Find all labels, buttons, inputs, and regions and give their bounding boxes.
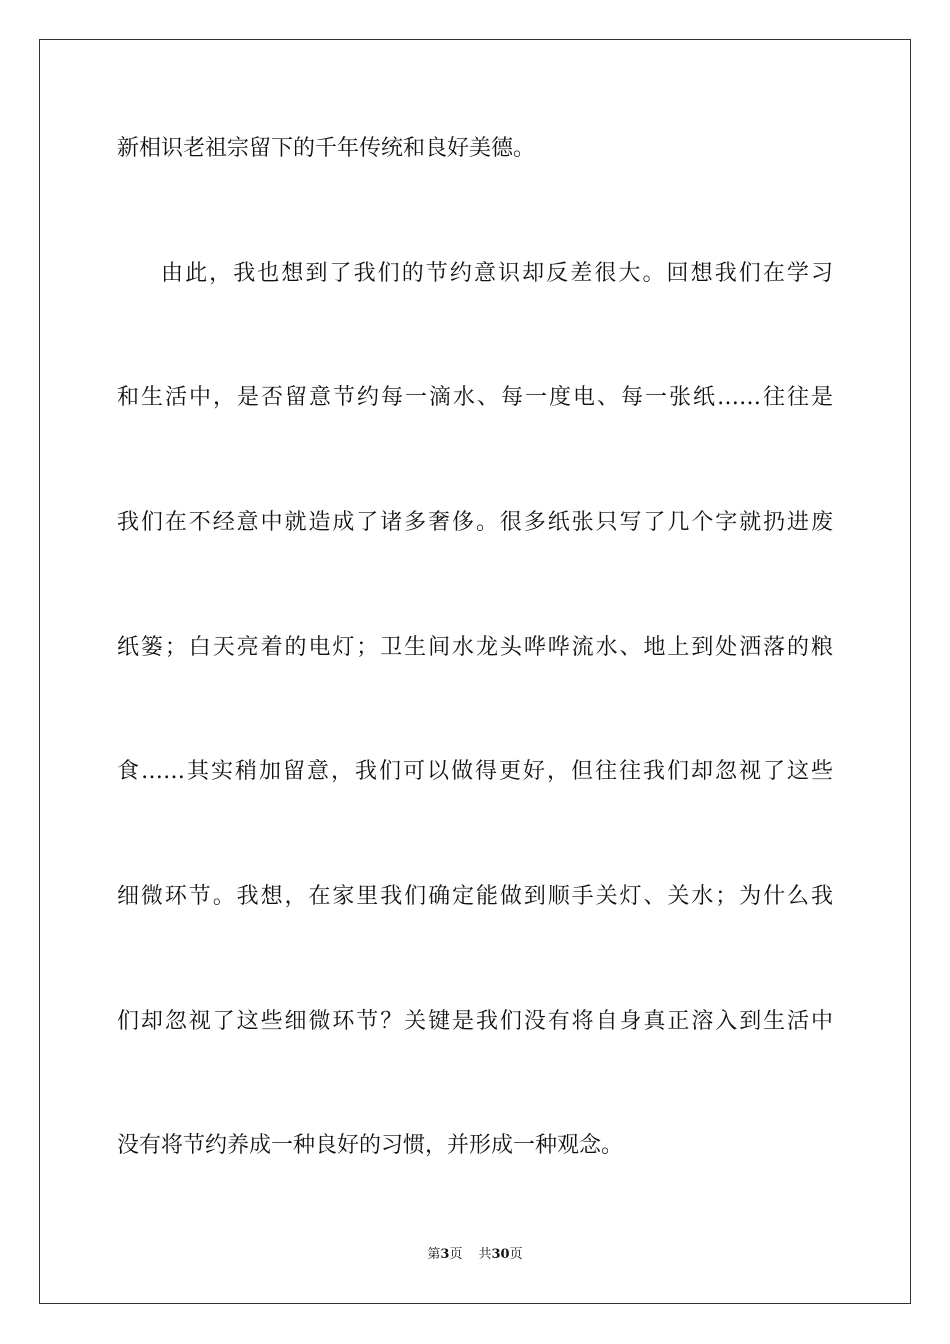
text-line-9: 没有将节约养成一种良好的习惯，并形成一种观念。 bbox=[117, 1133, 624, 1158]
text-line-1: 新相识老祖宗留下的千年传统和良好美德。 bbox=[117, 136, 536, 161]
text-line-6: 食……其实稍加留意，我们可以做得更好，但往往我们却忽视了这些 bbox=[117, 759, 833, 784]
total-suffix: 页 bbox=[509, 1247, 523, 1262]
text-line-2: 由此，我也想到了我们的节约意识却反差很大。回想我们在学习 bbox=[161, 261, 833, 286]
total-prefix: 共 bbox=[478, 1247, 492, 1262]
text-line-4: 我们在不经意中就造成了诸多奢侈。很多纸张只写了几个字就扔进废 bbox=[117, 510, 833, 535]
page-prefix: 第 bbox=[427, 1247, 441, 1262]
text-line-5: 纸篓；白天亮着的电灯；卫生间水龙头哗哗流水、地上到处洒落的粮 bbox=[117, 635, 833, 660]
page-suffix: 页 bbox=[449, 1247, 463, 1262]
page-number: 3 bbox=[440, 1247, 450, 1262]
text-line-7: 细微环节。我想，在家里我们确定能做到顺手关灯、关水；为什么我 bbox=[117, 884, 833, 909]
text-line-8: 们却忽视了这些细微环节？关键是我们没有将自身真正溶入到生活中 bbox=[117, 1009, 833, 1034]
text-line-3: 和生活中，是否留意节约每一滴水、每一度电、每一张纸……往往是 bbox=[117, 385, 833, 410]
page-frame bbox=[39, 39, 911, 1304]
page-footer bbox=[0, 1246, 950, 1264]
total-pages: 30 bbox=[491, 1247, 510, 1262]
